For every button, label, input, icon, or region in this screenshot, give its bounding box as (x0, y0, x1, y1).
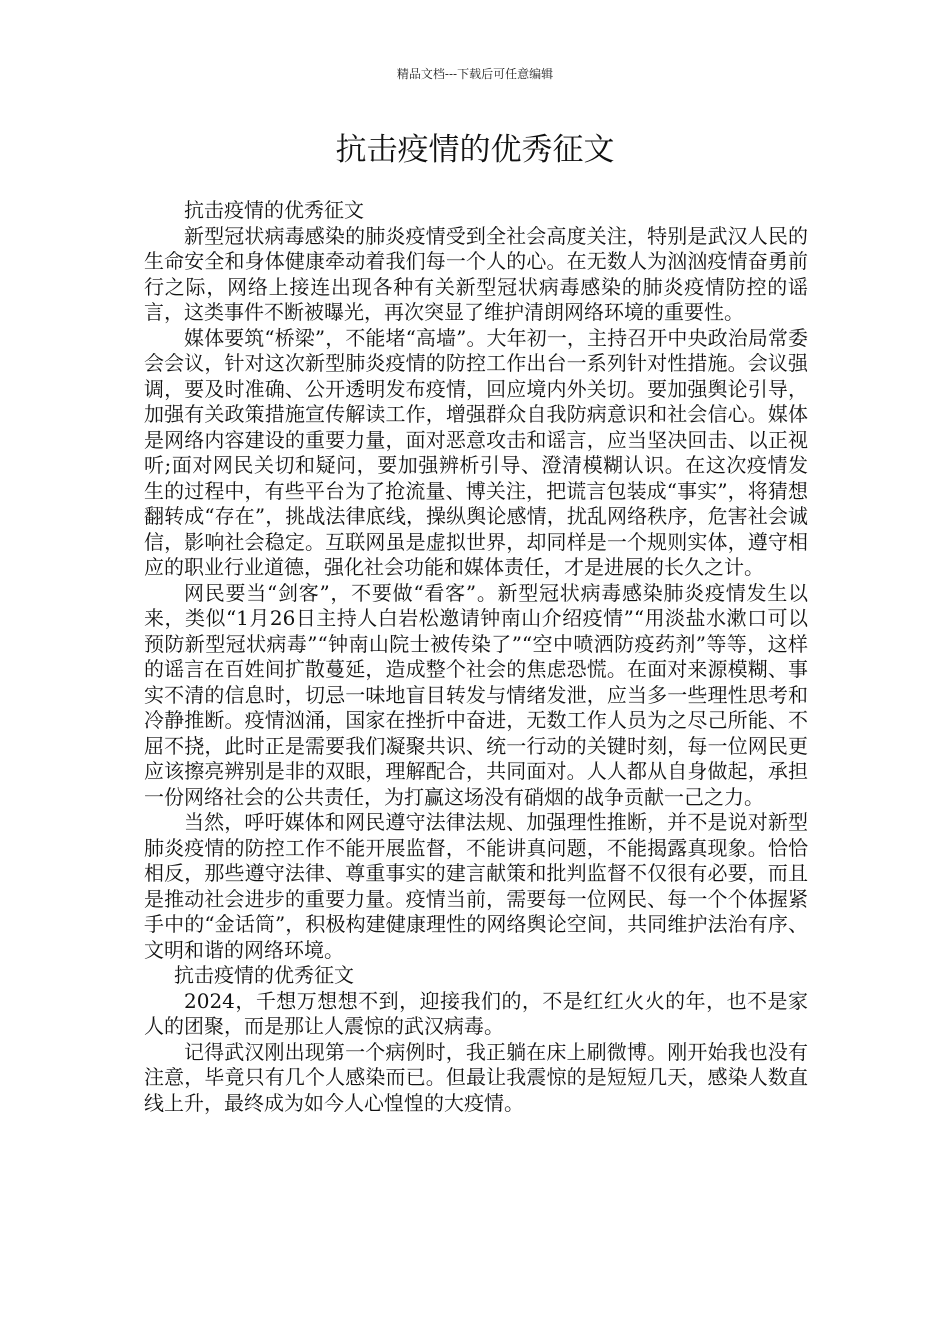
paragraph: 2024，千想万想想不到，迎接我们的，不是红红火火的年，也不是家人的团聚，而是那让人震惊的武汉病毒。 (144, 988, 808, 1038)
document-title: 抗击疫情的优秀征文 (335, 132, 615, 168)
paragraph: 当然，呼吁媒体和网民遵守法律法规、加强理性推断，并不是说对新型肺炎疫情的防控工作不能开展监督，不能讲真问题，不能揭露真现象。恰恰相反，那些遵守法律、尊重事实的建言献策和批判监督不仅很有必要，而且是推动社会进步的重要力量。疫情当前，需要每一位网民、每一个个体握紧手中的“金话筒”，积极构建健康理性的网络舆论空间，共同维护法治有序、文明和谐的网络环境。 (144, 810, 808, 962)
section-subtitle-1: 抗击疫情的优秀征文 (184, 198, 364, 222)
paragraph: 网民要当“剑客”，不要做“看客”。新型冠状病毒感染肺炎疫情发生以来，类似“1月26日主持人白岩松邀请钟南山介绍疫情”“用淡盐水漱口可以预防新型冠状病毒”“钟南山院士被传染了”“空中喷洒防疫药剂”等等，这样的谣言在百姓间扩散蔓延，造成整个社会的焦虑恐慌。在面对来源模糊、事实不清的信息时，切忌一味地盲目转发与情绪发泄，应当多一些理性思考和冷静推断。疫情汹涌，国家在挫折中奋进，无数工作人员为之尽己所能、不屈不挠，此时正是需要我们凝聚共识、统一行动的关键时刻，每一位网民更应该擦亮辨别是非的双眼，理解配合，共同面对。人人都从自身做起，承担一份网络社会的公共责任，为打赢这场没有硝烟的战争贡献一己之力。 (144, 580, 808, 809)
header-note: 精品文档---下载后可任意编辑 (396, 67, 554, 81)
document-body (144, 198, 808, 1116)
paragraph: 记得武汉刚出现第一个病例时，我正躺在床上刷微博。刚开始我也没有注意，毕竟只有几个人感染而已。但最让我震惊的是短短几天，感染人数直线上升，最终成为如今人心惶惶的大疫情。 (144, 1039, 808, 1115)
paragraph: 媒体要筑“桥梁”，不能堵“高墙”。大年初一，主持召开中央政治局常委会会议，针对这次新型肺炎疫情的防控工作出台一系列针对性措施。会议强调，要及时准确、公开透明发布疫情，回应境内外关切。要加强舆论引导，加强有关政策措施宣传解读工作，增强群众自我防病意识和社会信心。媒体是网络内容建设的重要力量，面对恶意攻击和谣言，应当坚决回击、以正视听;面对网民关切和疑问，要加强辨析引导、澄清模糊认识。在这次疫情发生的过程中，有些平台为了抢流量、博关注，把谎言包装成“事实”，将猜想翻转成“存在”，挑战法律底线，操纵舆论感情，扰乱网络秩序，危害社会诚信，影响社会稳定。互联网虽是虚拟世界，却同样是一个规则实体，遵守相应的职业行业道德，强化社会功能和媒体责任，才是进展的长久之计。 (144, 325, 808, 579)
section-subtitle-2: 抗击疫情的优秀征文 (174, 963, 354, 987)
paragraph: 新型冠状病毒感染的肺炎疫情受到全社会高度关注，特别是武汉人民的生命安全和身体健康牵动着我们每一个人的心。在无数人为汹汹疫情奋勇前行之际，网络上接连出现各种有关新型冠状病毒感染的肺炎疫情防控的谣言，这类事件不断被曝光，再次突显了维护清朗网络环境的重要性。 (144, 223, 808, 324)
